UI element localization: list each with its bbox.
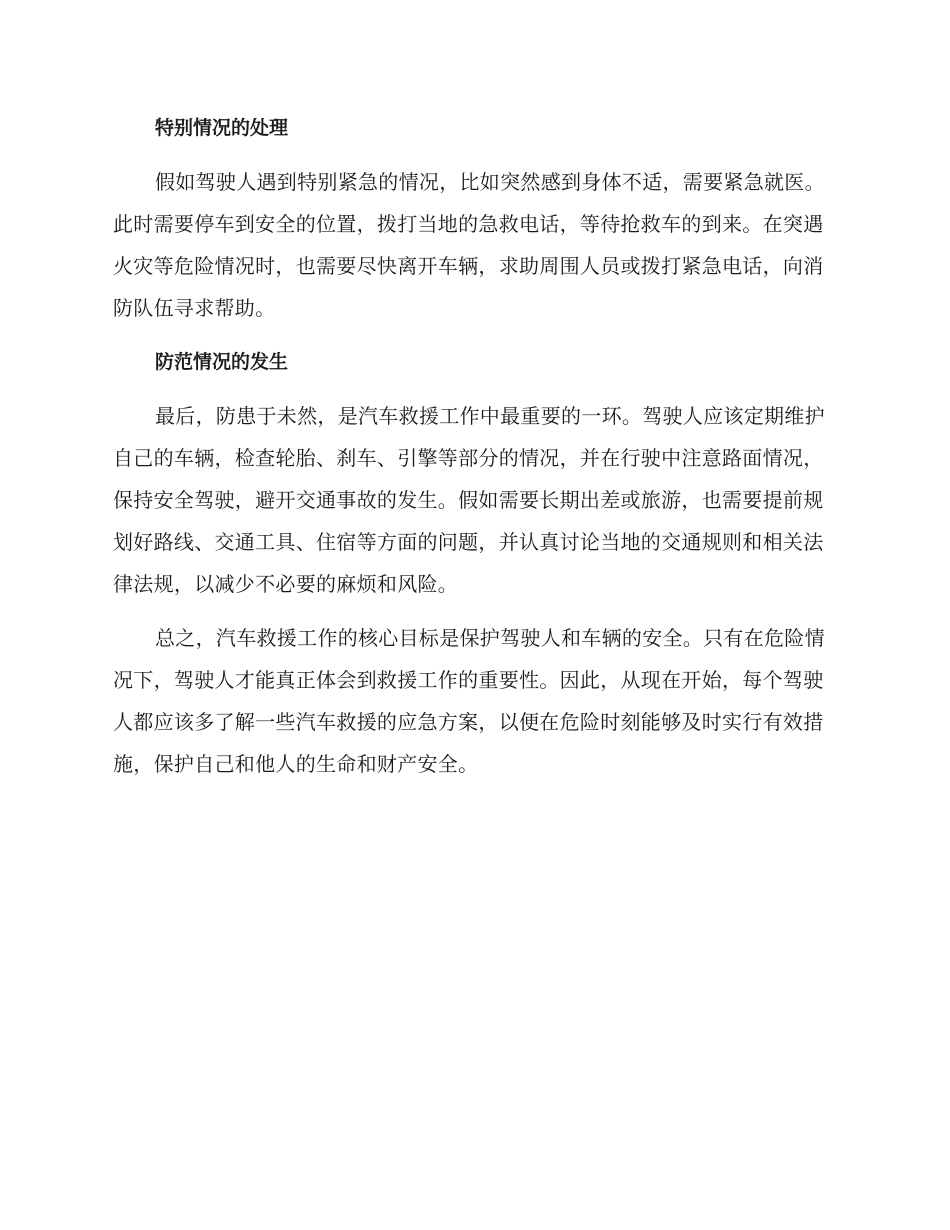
section-heading-special-situations: 特别情况的处理 xyxy=(155,117,289,139)
document-body xyxy=(113,107,833,785)
section-paragraph-prevention: 最后，防患于未然，是汽车救援工作中最重要的一环。驾驶人应该定期维护自己的车辆，检查轮胎、刹车、引擎等部分的情况，并在行驶中注意路面情况，保持安全驾驶，避开交通事故的发生。假如需要长期出差或旅游，也需要提前规划好路线、交通工具、住宿等方面的问题，并认真讨论当地的交通规则和相关法律法规，以减少不必要的麻烦和风险。 xyxy=(113,404,825,596)
section-paragraph-special-situations: 假如驾驶人遇到特别紧急的情况，比如突然感到身体不适，需要紧急就医。此时需要停车到安全的位置，拨打当地的急救电话，等待抢救车的到来。在突遇火灾等危险情况时，也需要尽快离开车辆，求助周围人员或拨打紧急电话，向消防队伍寻求帮助。 xyxy=(113,170,825,320)
section-heading-prevention: 防范情况的发生 xyxy=(155,351,289,373)
conclusion-paragraph: 总之，汽车救援工作的核心目标是保护驾驶人和车辆的安全。只有在危险情况下，驾驶人才能真正体会到救援工作的重要性。因此，从现在开始，每个驾驶人都应该多了解一些汽车救援的应急方案，以便在危险时刻能够及时实行有效措施，保护自己和他人的生命和财产安全。 xyxy=(113,626,825,776)
